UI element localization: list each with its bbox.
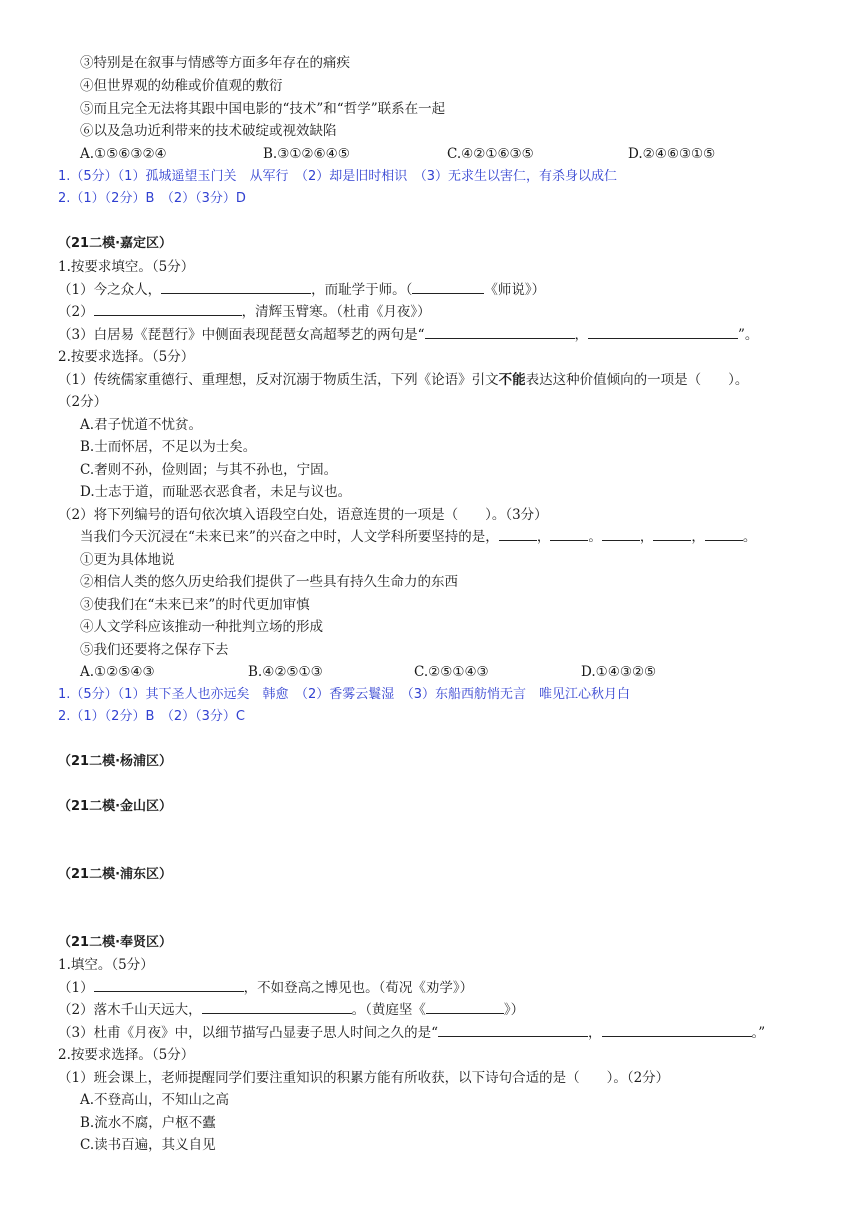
option-item: A.不登高山，不知山之高: [80, 1092, 230, 1108]
fill-blank: [653, 528, 691, 541]
fill-blank: [438, 1024, 588, 1037]
score-note: （2分）: [58, 394, 108, 410]
fill-blank: [161, 281, 311, 294]
option-item: C.奢则不孙，俭则固；与其不孙也，宁固。: [80, 462, 338, 478]
option-a: A.①⑤⑥③②④: [80, 146, 167, 162]
question-title: 2.按要求选择。（5分）: [58, 349, 195, 365]
fill-blank: [602, 1024, 752, 1037]
fill-blank: [94, 303, 242, 316]
sentence-item: ⑤而且完全无法将其跟中国电影的“技术”和“哲学”联系在一起: [80, 101, 446, 117]
question-line: （1） ，不如登高之博见也。（荀况《劝学》）: [58, 980, 474, 996]
section-header: （21二模·奉贤区）: [58, 935, 173, 950]
section-header: （21二模·嘉定区）: [58, 236, 173, 251]
option-item: B.流水不腐，户枢不蠹: [80, 1115, 216, 1131]
question-title: 1.按要求填空。（5分）: [58, 259, 195, 275]
option-b: B.③①②⑥④⑤: [263, 146, 350, 162]
question-title: 2.按要求选择。（5分）: [58, 1047, 195, 1063]
question-line: （3）白居易《琵琶行》中侧面表现琵琶女高超琴艺的两句是“ ， ”。: [58, 327, 759, 343]
sentence-item: ③使我们在“未来已来”的时代更加审慎: [80, 597, 310, 613]
fill-blank: [412, 281, 484, 294]
fill-blank: [425, 326, 575, 339]
option-a: A.①②⑤④③: [80, 664, 155, 680]
fill-blank: [499, 528, 537, 541]
sentence-item: ④但世界观的幼稚或价值观的敷衍: [80, 78, 283, 94]
question-line: （1）班会课上，老师提醒同学们要注重知识的积累方能有所收获，以下诗句合适的是（ ）。（2分）: [58, 1070, 670, 1086]
option-item: A.君子忧道不忧贫。: [80, 417, 203, 433]
sentence-item: ③特别是在叙事与情感等方面多年存在的痛疾: [80, 55, 350, 71]
fill-blank: [426, 1001, 504, 1014]
answer-line: 2.（1）（2分）B （2）（3分）D: [58, 191, 246, 206]
option-item: B.士而怀居，不足以为士矣。: [80, 439, 257, 455]
option-c: C.④②①⑥③⑤: [447, 146, 534, 162]
fill-blank: [550, 528, 588, 541]
question-line: （1）传统儒家重德行、重理想，反对沉溺于物质生活，下列《论语》引文不能表达这种价值倾向的一项是（ ）。: [58, 372, 749, 388]
question-line: （2）将下列编号的语句依次填入语段空白处，语意连贯的一项是（ ）。（3分）: [58, 507, 548, 523]
fill-blank: [94, 979, 244, 992]
fill-blank: [705, 528, 743, 541]
fill-blank: [588, 326, 738, 339]
option-d: D.①④③②⑤: [581, 664, 657, 680]
answer-line: 1.（5分）（1）孤城遥望玉门关 从军行 （2）却是旧时相识 （3）无求生以害仁，有杀身以成仁: [58, 169, 617, 184]
answer-line: 1.（5分）（1）其下圣人也亦远矣 韩愈 （2）香雾云鬟湿 （3）东船西舫悄无言 唯见江心秋月白: [58, 687, 630, 702]
question-line: （3）杜甫《月夜》中，以细节描写凸显妻子思人时间之久的是“ ， 。”: [58, 1025, 766, 1041]
sentence-item: ④人文学科应该推动一种批判立场的形成: [80, 619, 323, 635]
question-title: 1.填空。（5分）: [58, 957, 154, 973]
emphasis-text: 不能: [498, 372, 526, 388]
question-line: （1）今之众人， ，而耻学于师。（ 《师说》）: [58, 282, 546, 298]
sentence-item: ②相信人类的悠久历史给我们提供了一些具有持久生命力的东西: [80, 574, 458, 590]
question-line: （2）落木千山天远大， 。（黄庭坚《 》）: [58, 1002, 525, 1018]
passage-line: 当我们今天沉浸在“未来已来”的兴奋之中时，人文学科所要坚持的是， ， 。 ， ， 。: [80, 529, 757, 545]
section-header: （21二模·杨浦区）: [58, 754, 173, 769]
option-item: D.士志于道，而耻恶衣恶食者，未足与议也。: [80, 484, 352, 500]
sentence-item: ①更为具体地说: [80, 552, 175, 568]
option-item: C.读书百遍，其义自见: [80, 1137, 216, 1153]
question-line: （2） ，清辉玉臂寒。（杜甫《月夜》）: [58, 304, 431, 320]
option-c: C.②⑤①④③: [414, 664, 489, 680]
sentence-item: ⑥以及急功近利带来的技术破绽或视效缺陷: [80, 123, 337, 139]
fill-blank: [202, 1001, 352, 1014]
section-header: （21二模·浦东区）: [58, 867, 173, 882]
section-header: （21二模·金山区）: [58, 799, 173, 814]
answer-line: 2.（1）（2分）B （2）（3分）C: [58, 709, 245, 724]
fill-blank: [602, 528, 640, 541]
option-b: B.④②⑤①③: [248, 664, 323, 680]
sentence-item: ⑤我们还要将之保存下去: [80, 642, 229, 658]
option-d: D.②④⑥③①⑤: [628, 146, 716, 162]
